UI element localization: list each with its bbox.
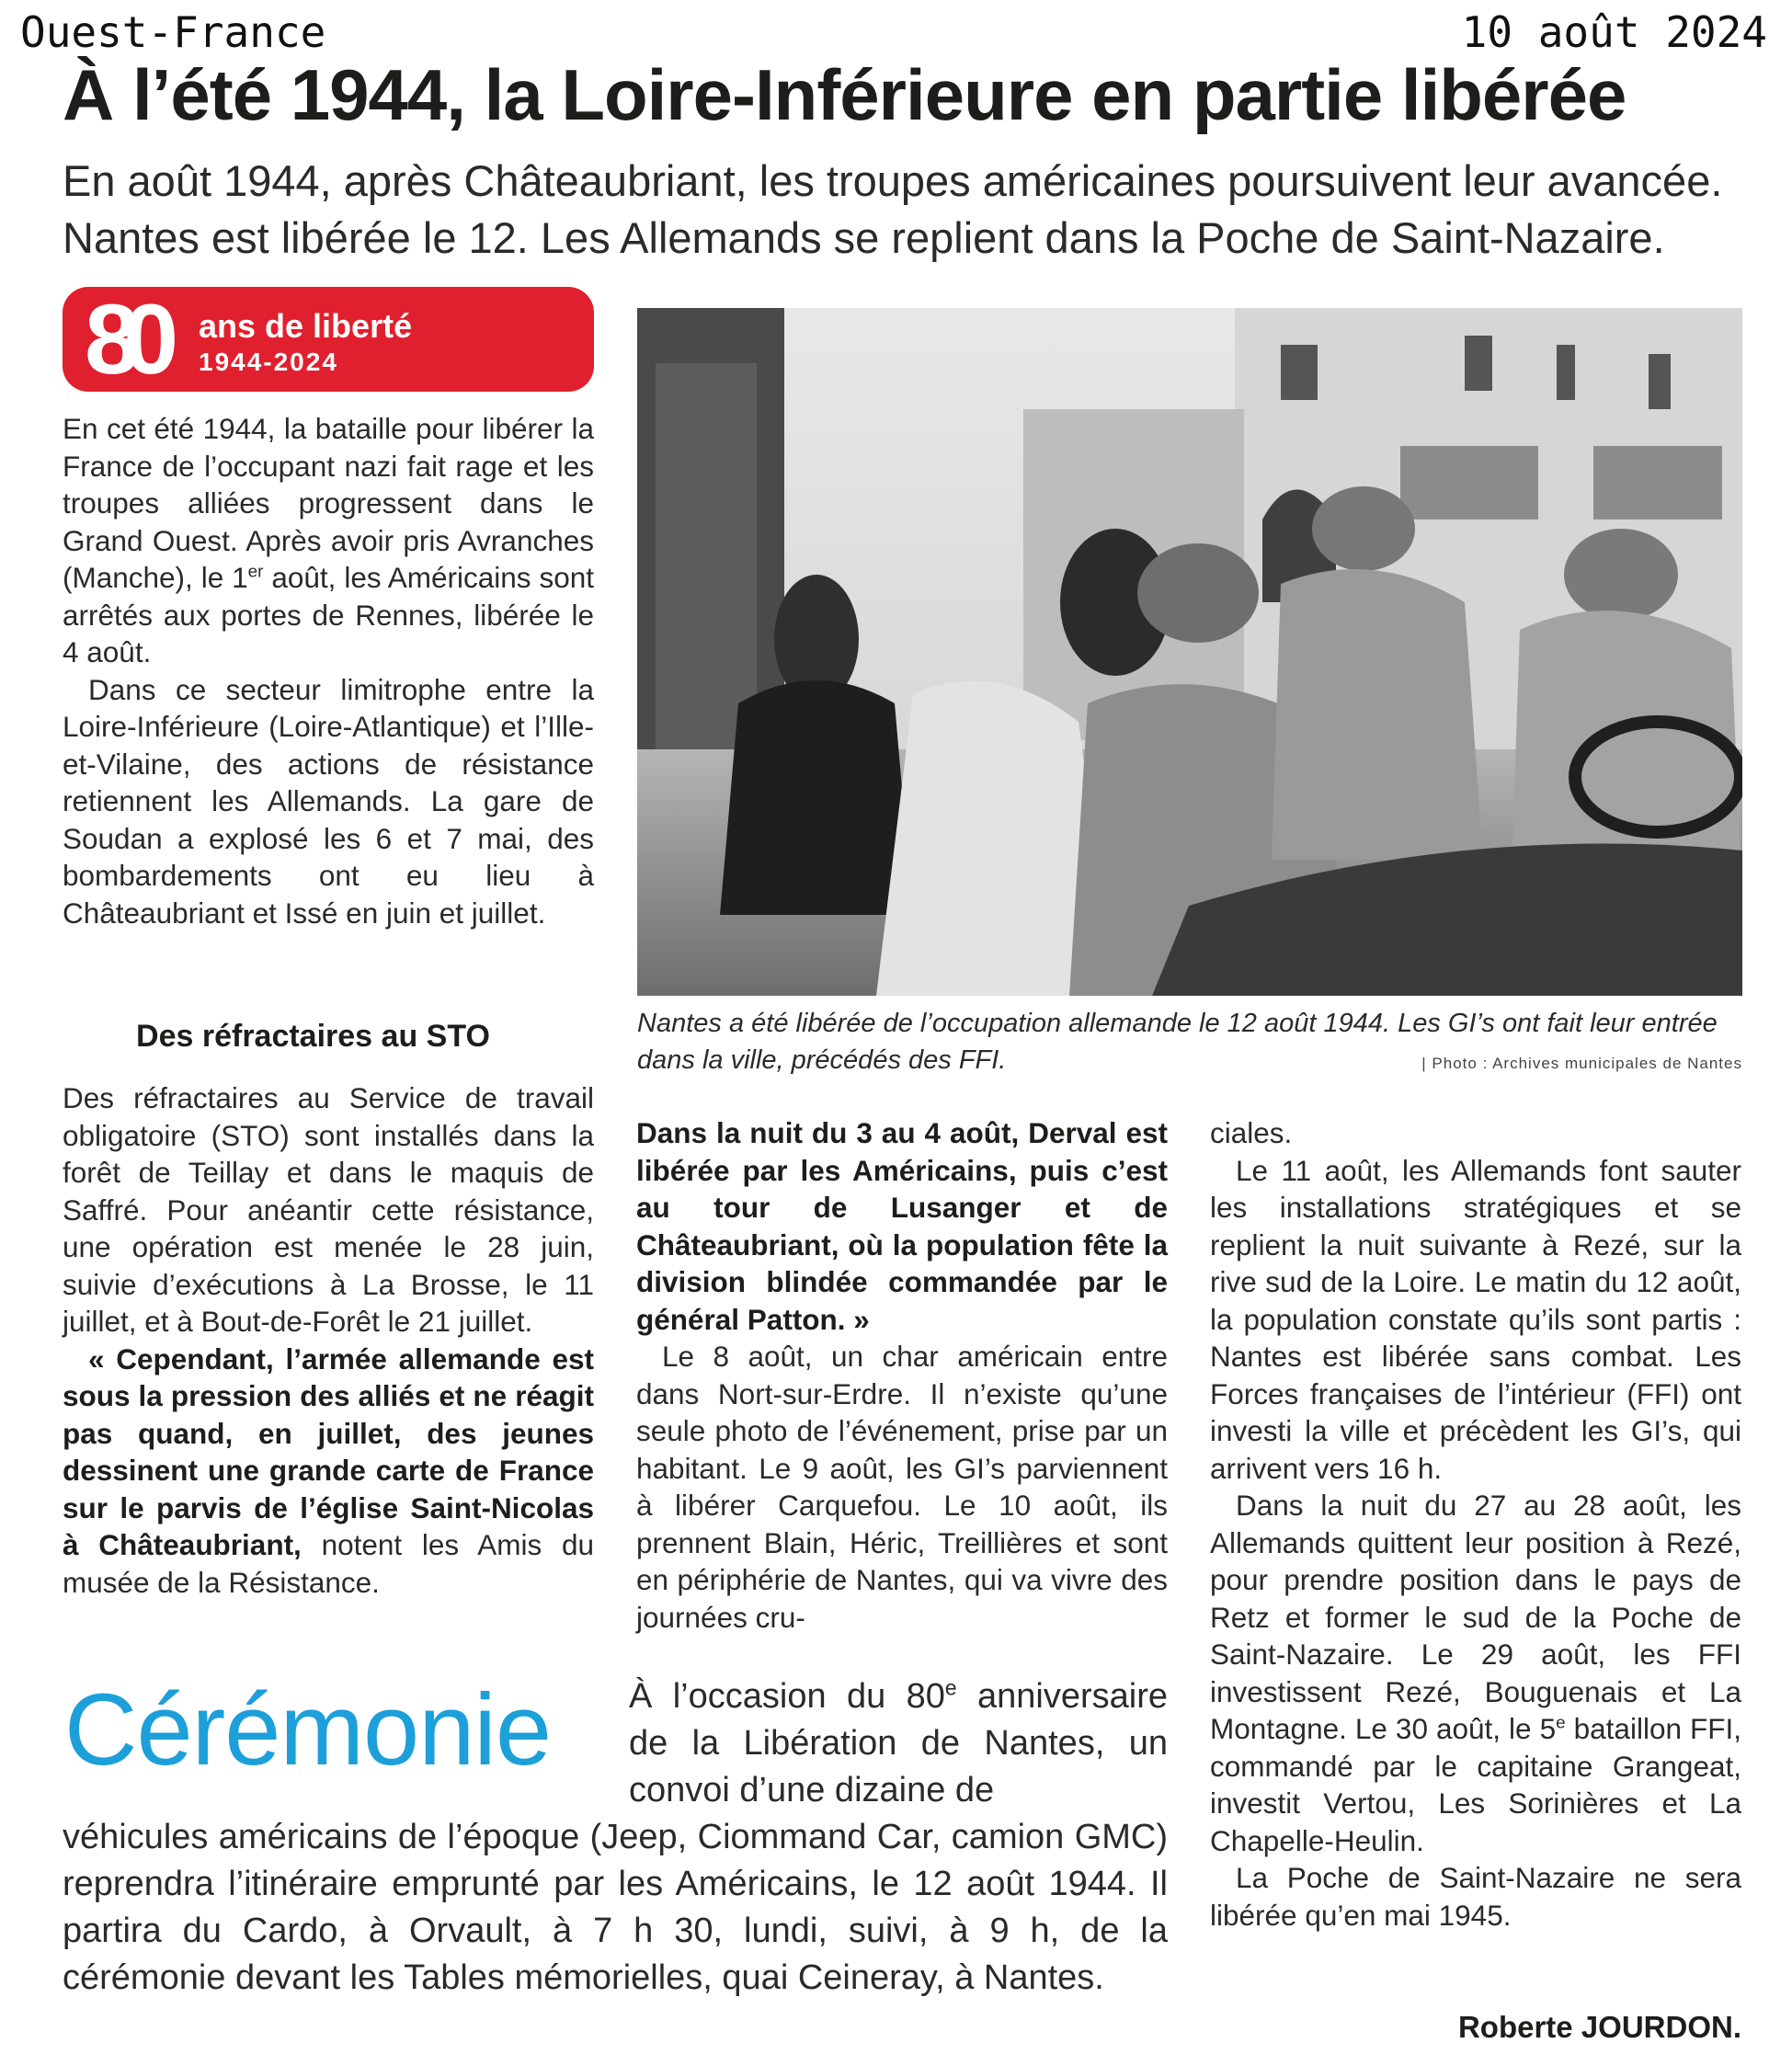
ceremonie-intro — [629, 1673, 1168, 1814]
paragraph-intro — [63, 410, 594, 671]
paragraph-august-advance: Le 8 août, un char américain entre dans Nort-sur-Erdre. Il n’existe qu’une seule photo de l’événement, prise par un habitant. Le 9 août, les GI’s parviennent à libérer Carquefou. Le 10 août, ils prennent Blain, Héric, Treillières et sont en périphérie de Nantes, qui va vivre des journées cru- — [636, 1340, 1168, 1634]
text-span: anniversaire de la Libération de Nantes, un convoi d’une dizaine de — [629, 1677, 1168, 1809]
newspaper-source: Ouest-France — [20, 7, 326, 57]
column-1-intro — [63, 410, 594, 931]
paragraph-poche: La Poche de Saint-Nazaire ne sera libérée qu’en mai 1945. — [1210, 1861, 1741, 1932]
column-2 — [636, 1114, 1168, 1636]
superscript: e — [944, 1675, 957, 1700]
liberation-photo — [637, 308, 1742, 996]
column-3 — [1210, 1114, 1741, 1934]
ceremonie-heading: Cérémonie — [64, 1673, 552, 1786]
text-span: bataillon FFI, commandé par le capitaine Grangeat, investit Vertou, Les Sorinières et La Chapelle-Heulin. — [1210, 1712, 1741, 1857]
photo-illustration — [637, 308, 1742, 996]
text-span: En cet été 1944, la bataille pour libérer la France de l’occupant nazi fait rage et les troupes alliées progressent dans le Grand Ouest. Après avoir pris Avranches (Manche), le 1 — [63, 412, 594, 594]
ceremonie-body: véhicules américains de l’époque (Jeep, Ciommand Car, camion GMC) reprendra l’itinéraire emprunté par les Américains, le 12 août 1944. Il partira du Cardo, à Orvault, à 7 h 30, lundi, suivi, à 9 h, de la cérémonie devant les Tables mémorielles, quai Ceineray, à Nantes. — [63, 1818, 1168, 1997]
photo-credit: | Photo : Archives municipales de Nantes — [1421, 1055, 1742, 1072]
paragraph-reze — [1210, 1487, 1741, 1859]
paragraph-sto: Des réfractaires au Service de travail obligatoire (STO) sont installés dans la forêt de Teillay et dans le maquis de Saffré. Pour anéantir cette résistance, une opération est menée le 28 juin, suivie d’exécutions à La Brosse, le 11 juillet, et à Bout-de-Forêt le 21 juillet. — [63, 1081, 594, 1338]
badge-number: 80 — [85, 283, 163, 394]
subheading-sto: Des réfractaires au STO — [136, 1019, 490, 1054]
quote-bold: « Cependant, l’armée allemande est sous la pression des alliés et ne réagit pas quand, en juillet, des jeunes dessinent une grande carte de France sur le parvis de l’église Saint-Nicolas à Châteaubriant, — [63, 1341, 594, 1561]
badge-label: ans de liberté — [199, 307, 413, 345]
text-span: août, les Américains sont arrêtés aux portes de Rennes, libérée le 4 août. — [63, 561, 594, 668]
quote-attribution: notent les Amis du musée de la Résistance. — [63, 1528, 594, 1599]
article-author: Roberte JOURDON. — [1457, 2010, 1741, 2044]
superscript: e — [1556, 1713, 1566, 1733]
column-1-sto — [63, 1079, 594, 1601]
superscript: er — [247, 562, 264, 582]
article-standfirst — [63, 153, 1754, 267]
badge-years: 1944-2024 — [199, 348, 338, 376]
article-title: À l’été 1944, la Loire-Inférieure en partie libérée — [63, 54, 1626, 135]
text-span: À l’occasion du 80 — [629, 1677, 945, 1716]
photo-caption: Nantes a été libérée de l’occupation allemande le 12 août 1944. Les GI’s ont fait leur entrée dans la ville, précédés des FFI. — [637, 1009, 1718, 1075]
paragraph-continuation: ciales. — [1210, 1116, 1293, 1149]
publication-date: 10 août 2024 — [1461, 7, 1767, 57]
anniversary-badge — [63, 283, 594, 394]
paragraph-quote — [63, 1341, 594, 1602]
paragraph-quote-continued: Dans la nuit du 3 au 4 août, Derval est libérée par les Américains, puis c’est au tour de Lusanger et de Châteaubriant, où la population fête la division blindée commandée par le général Patton. » — [636, 1116, 1168, 1336]
text-span: Dans la nuit du 27 au 28 août, les Allemands quittent leur position à Rezé, pour prendre position dans le pays de Retz et former le sud de la Poche de Saint-Nazaire. Le 29 août, les FFI investissent Rezé, Bouguenais et La Montagne. Le 30 août, le 5 — [1210, 1489, 1741, 1745]
paragraph-nantes-liberated: Le 11 août, les Allemands font sauter les installations stratégiques et se replient la nuit suivante à Rezé, sur la rive sud de la Loire. Le matin du 12 août, la population constate qu’ils sont partis : Nantes est libérée sans combat. Les Forces françaises de l’intérieur (FFI) ont investi la ville et précèdent les GI’s, qui arrivent vers 16 h. — [1210, 1153, 1741, 1485]
standfirst-line-1: En août 1944, après Châteaubriant, les troupes américaines poursuivent leur avancée. — [63, 156, 1723, 205]
standfirst-line-2: Nantes est libérée le 12. Les Allemands se replient dans la Poche de Saint-Nazaire. — [63, 213, 1665, 262]
paragraph-resistance: Dans ce secteur limitrophe entre la Loire-Inférieure (Loire-Atlantique) et l’Ille-et-Vilaine, des actions de résistance retiennent les Allemands. La gare de Soudan a explosé les 6 et 7 mai, des bombardements ont eu lieu à Châteaubriant et Issé en juin et juillet. — [63, 672, 594, 930]
